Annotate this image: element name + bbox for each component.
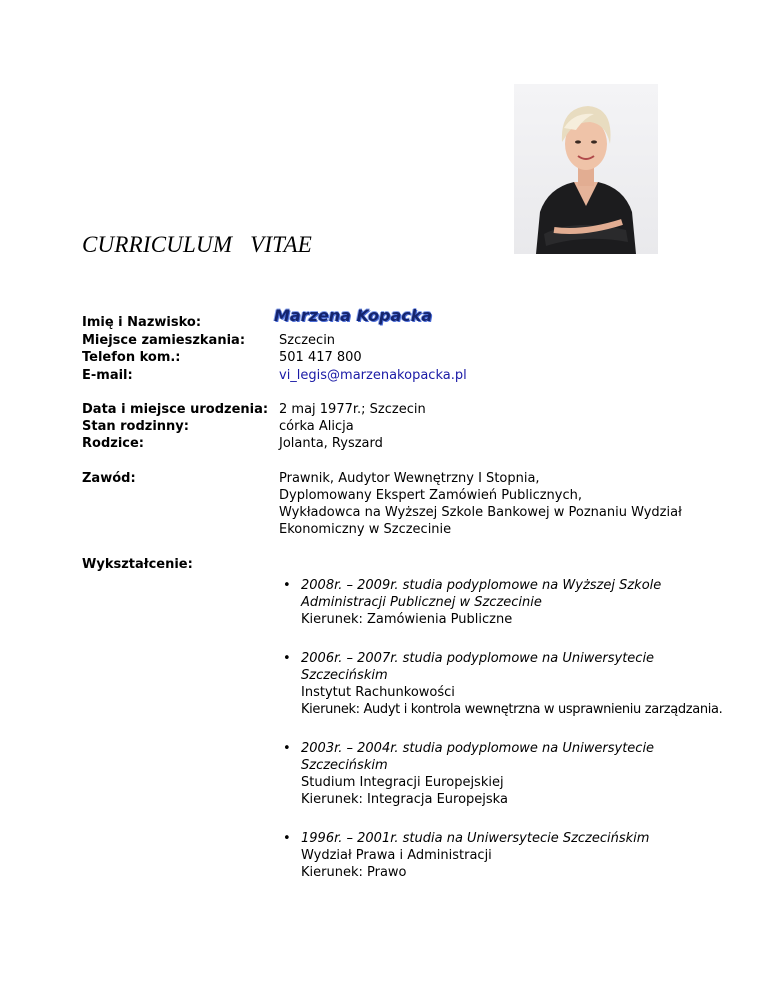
name-label: Imię i Nazwisko:	[82, 315, 202, 330]
bullet-icon: •	[283, 741, 291, 756]
education-detail: Kierunek: Audyt i kontrola wewnętrzna w usprawnieniu zarządzania.	[301, 702, 723, 717]
phone-value: 501 417 800	[279, 350, 362, 365]
parents-value: Jolanta, Ryszard	[279, 436, 383, 451]
profile-photo	[514, 84, 658, 254]
education-period: 2006r. – 2007r. studia podyplomowe na Uniwersytecie	[301, 651, 655, 666]
education-period: Szczecińskim	[301, 668, 388, 683]
education-detail: Studium Integracji Europejskiej	[301, 775, 504, 790]
email-label: E-mail:	[82, 368, 133, 383]
document-title: CURRICULUM VITAE	[82, 232, 312, 257]
family-value: córka Alicja	[279, 419, 354, 434]
city-label: Miejsce zamieszkania:	[82, 333, 246, 348]
profession-label: Zawód:	[82, 471, 136, 486]
parents-label: Rodzice:	[82, 436, 144, 451]
education-period: 2008r. – 2009r. studia podyplomowe na Wyższej Szkole	[301, 578, 662, 593]
education-period: 1996r. – 2001r. studia na Uniwersytecie Szczecińskim	[301, 831, 650, 846]
profession-line: Wykładowca na Wyższej Szkole Bankowej w Poznaniu Wydział	[279, 505, 682, 520]
phone-label: Telefon kom.:	[82, 350, 181, 365]
education-detail: Wydział Prawa i Administracji	[301, 848, 492, 863]
email-link[interactable]: vi_legis@marzenakopacka.pl	[279, 368, 467, 383]
education-period: Szczecińskim	[301, 758, 388, 773]
bullet-icon: •	[283, 831, 291, 846]
birth-label: Data i miejsce urodzenia:	[82, 402, 269, 417]
education-detail: Kierunek: Integracja Europejska	[301, 792, 508, 807]
full-name: Marzena Kopacka	[274, 306, 433, 325]
education-label: Wykształcenie:	[82, 557, 193, 572]
education-detail: Instytut Rachunkowości	[301, 685, 455, 700]
education-item	[279, 650, 739, 718]
profession-line: Ekonomiczny w Szczecinie	[279, 522, 452, 537]
education-detail: Kierunek: Prawo	[301, 865, 407, 880]
education-item	[279, 740, 739, 808]
education-list	[279, 577, 739, 881]
profession-line: Dyplomowany Ekspert Zamówień Publicznych,	[279, 488, 582, 503]
education-period: Administracji Publicznej w Szczecinie	[301, 595, 542, 610]
education-item	[279, 830, 739, 881]
family-label: Stan rodzinny:	[82, 419, 189, 434]
education-period: 2003r. – 2004r. studia podyplomowe na Uniwersytecie	[301, 741, 655, 756]
bullet-icon: •	[283, 651, 291, 666]
profession-line: Prawnik, Audytor Wewnętrzny I Stopnia,	[279, 471, 540, 486]
birth-value: 2 maj 1977r.; Szczecin	[279, 402, 426, 417]
education-detail: Kierunek: Zamówienia Publiczne	[301, 612, 513, 627]
education-item	[279, 577, 739, 628]
bullet-icon: •	[283, 578, 291, 593]
city-value: Szczecin	[279, 333, 336, 348]
